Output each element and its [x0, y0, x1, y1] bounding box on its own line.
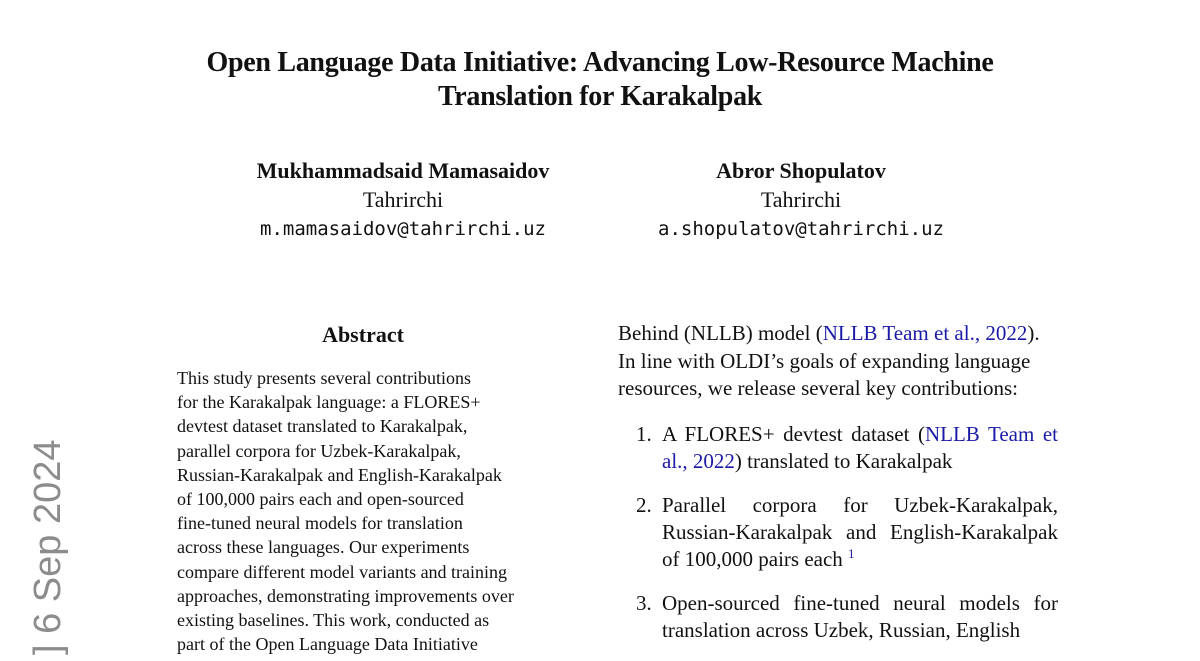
title-line: Translation for Karakalpak [437, 81, 763, 112]
paper-title [150, 46, 1050, 114]
intro-section [618, 320, 1058, 661]
abstract-line: This study presents several contributions [177, 368, 471, 388]
citation-link[interactable]: NLLB Team et al., 2022 [822, 321, 1028, 345]
author-block [601, 156, 1001, 244]
item-number: 1. [636, 421, 652, 446]
intro-line: resources, we release several key contributions: [618, 376, 1019, 400]
contributions-list [618, 421, 1058, 644]
intro-line: In line with OLDI’s goals of expanding language [618, 348, 1031, 373]
abstract-section [177, 318, 549, 656]
contribution-item [618, 421, 1058, 475]
abstract-line: existing baselines. This work, conducted as [177, 610, 490, 631]
intro-text: ). [1027, 321, 1040, 345]
contribution-item [618, 590, 1058, 644]
abstract-line: part of the Open Language Data Initiative [177, 634, 478, 655]
footnote-marker[interactable]: 1 [848, 545, 855, 561]
item-text: Open-sourced fine-tuned neural models for translation across Uzbek, Russian, English [662, 590, 1058, 642]
abstract-line: across these languages. Our experiments [177, 537, 470, 558]
abstract-line: for the Karakalpak language: a FLORES+ [177, 392, 481, 413]
abstract-line: of 100,000 pairs each and open-sourced [177, 489, 464, 510]
citation-link[interactable]: NLLB Team et al., 2022 [662, 421, 1058, 473]
item-number: 3. [636, 590, 652, 615]
author-email[interactable]: a.shopulatov@tahrirchi.uz [658, 218, 944, 240]
contribution-item [618, 492, 1058, 573]
author-affiliation: Tahrirchi [760, 187, 842, 212]
intro-text: Behind (NLLB) model ( [618, 321, 823, 345]
intro-line [618, 320, 1058, 348]
title-line: Open Language Data Initiative: Advancing Low-Resource Machine [206, 47, 994, 78]
abstract-line: compare different model variants and training [177, 561, 508, 582]
abstract-line: fine-tuned neural models for translation [177, 513, 463, 534]
author-block [203, 156, 603, 244]
abstract-body [177, 366, 549, 656]
abstract-line: devtest dataset translated to Karakalpak, [177, 416, 468, 437]
abstract-line: parallel corpora for Uzbek-Karakalpak, [177, 440, 461, 461]
item-number: 2. [636, 492, 652, 517]
item-text: ) translated to Karakalpak [734, 448, 953, 473]
intro-paragraph [618, 320, 1058, 403]
abstract-heading: Abstract [322, 322, 404, 347]
author-email[interactable]: m.mamasaidov@tahrirchi.uz [260, 218, 546, 240]
abstract-line: Russian-Karakalpak and English-Karakalpak [177, 464, 502, 485]
author-affiliation: Tahrirchi [362, 187, 444, 212]
author-name: Mukhammadsaid Mamasaidov [256, 158, 550, 183]
item-text: Parallel corpora for Uzbek-Karakalpak, Russian-Karakalpak and English-Karakalpak of 100,000 pairs each [662, 492, 1058, 571]
author-name: Abror Shopulatov [716, 158, 886, 183]
abstract-line: approaches, demonstrating improvements over [177, 585, 514, 606]
arxiv-stamp: ] 6 Sep 2024 [27, 439, 69, 655]
item-text: A FLORES+ devtest dataset ( [662, 421, 925, 446]
